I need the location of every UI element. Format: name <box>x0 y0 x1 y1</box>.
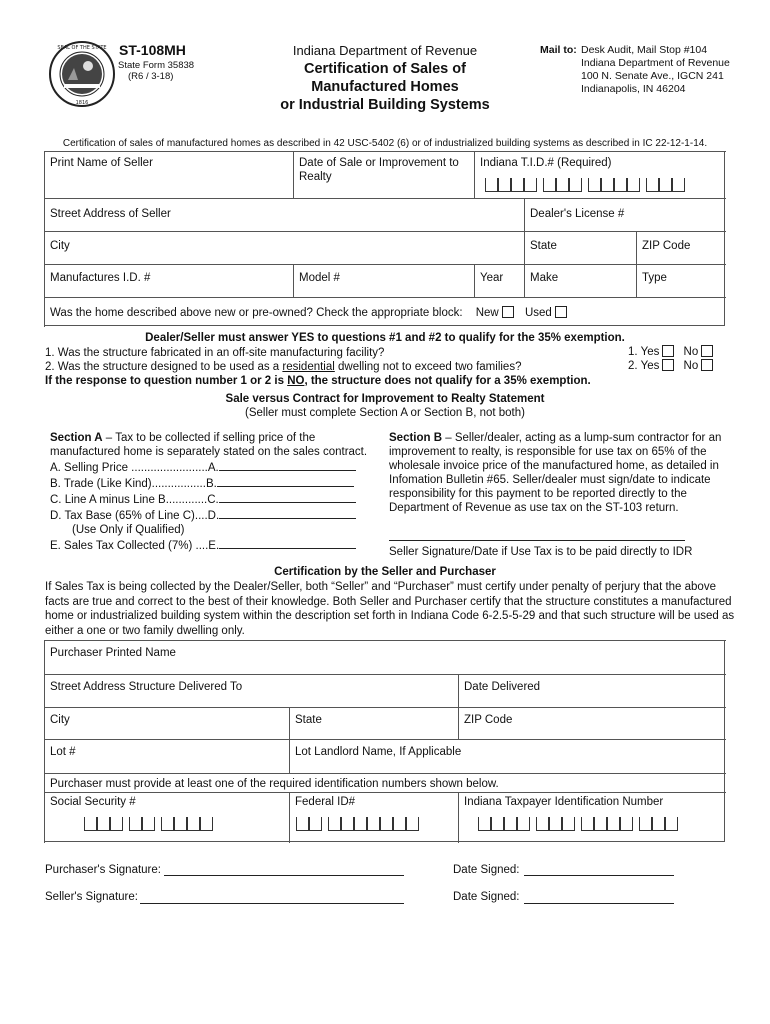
dealer-license-label: Dealer's License # <box>530 208 625 220</box>
seller-tid-label: Indiana T.I.D.# (Required) <box>480 157 612 169</box>
section-a-label: Section A <box>50 432 103 444</box>
mail-to-address <box>581 44 730 96</box>
date-of-sale-field[interactable] <box>293 151 474 198</box>
q2-yes-checkbox[interactable] <box>662 359 674 371</box>
new-preowned-row <box>44 297 726 327</box>
type-field[interactable] <box>636 264 726 297</box>
id-note: Purchaser must provide at least one of the required identification numbers shown below. <box>50 778 499 790</box>
purchaser-zip-label: ZIP Code <box>464 714 513 726</box>
exemption-warning: If the response to question number 1 or 2 is NO, the structure does not qualify for a 35% exemption. <box>45 375 591 387</box>
purchaser-name-label: Purchaser Printed Name <box>50 647 176 659</box>
title-line-3: or Industrial Building Systems <box>280 97 490 113</box>
type-label: Type <box>642 272 667 284</box>
svg-text:SEAL OF THE STATE: SEAL OF THE STATE <box>57 45 107 51</box>
delivery-street-label: Street Address Structure Delivered To <box>50 681 243 693</box>
new-checkbox[interactable] <box>502 306 514 318</box>
form-id: ST-108MH <box>119 42 186 58</box>
q2-answer <box>628 359 715 373</box>
seller-use-tax-signature-line[interactable] <box>389 539 685 541</box>
question-2: 2. Was the structure designed to be used as a residential dwelling not to exceed two families? <box>45 361 522 373</box>
landlord-field[interactable] <box>289 739 726 773</box>
form-title <box>260 60 510 114</box>
certification-text: If Sales Tax is being collected by the Dealer/Seller, both “Seller” and “Purchaser” must certify under penalty of perjury that the above facts are true and correct to the best of their knowledge. Both Seller and Purchaser certify that the structure constitutes a manufactured home or industrialized building system within the description set forth in Indiana Code 6-2.5-5-29 and that such structure will be used as either a one or two family dwelling only. <box>45 581 735 637</box>
purchaser-signature-label: Purchaser's Signature: <box>45 864 161 876</box>
itin-boxes[interactable] <box>478 817 678 831</box>
seller-name-label: Print Name of Seller <box>50 157 153 169</box>
landlord-label: Lot Landlord Name, If Applicable <box>295 746 462 758</box>
seller-city-label: City <box>50 240 70 252</box>
lot-label: Lot # <box>50 746 76 758</box>
form-revision: (R6 / 3-18) <box>128 71 174 82</box>
dealer-license-field[interactable] <box>524 198 726 231</box>
model-field[interactable] <box>293 264 474 297</box>
q1-yes-checkbox[interactable] <box>662 345 674 357</box>
indiana-state-seal <box>48 40 116 108</box>
date-delivered-field[interactable] <box>458 674 726 707</box>
line-c-field[interactable] <box>219 491 356 503</box>
mail-to-label: Mail to: <box>540 44 577 56</box>
used-checkbox[interactable] <box>555 306 567 318</box>
seller-street-field[interactable] <box>44 198 524 231</box>
mail-line-1: Desk Audit, Mail Stop #104 <box>581 44 708 56</box>
q1-no-label: No <box>683 346 699 359</box>
purchaser-date-line[interactable] <box>524 875 674 876</box>
questions-heading: Dealer/Seller must answer YES to questions #1 and #2 to qualify for the 35% exemption. <box>145 332 625 344</box>
manufactures-id-label: Manufactures I.D. # <box>50 272 151 284</box>
seller-name-field[interactable] <box>44 151 293 198</box>
lot-field[interactable] <box>44 739 289 773</box>
purchaser-signature-line[interactable] <box>164 875 404 876</box>
title-line-1: Certification of Sales of <box>304 61 466 77</box>
section-b: Section B – Seller/dealer, acting as a lump-sum contractor for an improvement to realty, is responsible for use tax on 65% of the wholesale invoice price of the manufactured home, as detailed in Infomation Bulletin #65. Seller/dealer must sign/date to indicate responsibility for this payment to be reported directly to the Department of Revenue as use tax on the ST-103 return. <box>389 432 722 514</box>
year-label: Year <box>480 272 504 284</box>
purchaser-zip-field[interactable] <box>458 707 726 739</box>
seller-date-label: Date Signed: <box>453 891 520 903</box>
question-1: 1. Was the structure fabricated in an off-site manufacturing facility? <box>45 347 385 359</box>
sale-vs-subheading: (Seller must complete Section A or Section B, not both) <box>245 407 525 419</box>
q1-no-checkbox[interactable] <box>701 345 713 357</box>
mail-line-3: 100 N. Senate Ave., IGCN 241 <box>581 70 724 82</box>
make-label: Make <box>530 272 559 284</box>
seller-state-label: State <box>530 240 557 252</box>
state-form-number: State Form 35838 <box>118 60 195 71</box>
mail-line-4: Indianapolis, IN 46204 <box>581 83 686 95</box>
seller-signature-label: Seller's Signature: <box>45 891 138 903</box>
purchaser-name-field[interactable] <box>44 640 726 674</box>
trade-field[interactable] <box>217 475 354 487</box>
manufactures-id-field[interactable] <box>44 264 293 297</box>
seller-street-label: Street Address of Seller <box>50 208 171 220</box>
section-b-label: Section B <box>389 432 443 444</box>
q1-answer <box>628 345 715 359</box>
sales-tax-field[interactable] <box>219 537 356 549</box>
model-label: Model # <box>299 272 340 284</box>
year-field[interactable] <box>474 264 524 297</box>
fein-boxes[interactable] <box>296 817 419 831</box>
ssn-label: Social Security # <box>50 796 136 808</box>
ssn-boxes[interactable] <box>84 817 213 831</box>
q2-no-checkbox[interactable] <box>701 359 713 371</box>
purchaser-city-label: City <box>50 714 70 726</box>
tax-base-field[interactable] <box>219 507 356 519</box>
sale-vs-heading: Sale versus Contract for Improvement to Realty Statement <box>225 393 545 405</box>
fein-label: Federal ID# <box>295 796 356 808</box>
purchaser-info-table <box>44 640 725 842</box>
seller-city-field[interactable] <box>44 231 524 264</box>
seller-state-field[interactable] <box>524 231 636 264</box>
title-line-2: Manufactured Homes <box>311 79 459 95</box>
seller-date-line[interactable] <box>524 903 674 904</box>
used-label: Used <box>524 307 552 320</box>
intro-text: Certification of sales of manufactured homes as described in 42 USC-5402 (6) or of industrialized building systems as described in IC 22-12-1-14. <box>62 138 708 149</box>
agency-name: Indiana Department of Revenue <box>292 43 478 58</box>
q1-yes-label: 1. Yes <box>628 346 660 359</box>
purchaser-state-field[interactable] <box>289 707 458 739</box>
certification-heading: Certification by the Seller and Purchaser <box>274 566 496 578</box>
new-label: New <box>475 307 499 320</box>
seller-signature-line[interactable] <box>140 903 404 904</box>
seller-zip-field[interactable] <box>636 231 726 264</box>
section-a: Section A – Tax to be collected if selling price of the manufactured home is separately stated on the sales contract. A. Selling Price ........................A. B. Trade (Like Kind).................B. C. Line A minus Line B.............C. D. Tax Base (65% of Line C)....D. (Use Only if Qualified) E. Sales Tax Collected (7%) ....E. <box>50 432 368 552</box>
purchaser-date-label: Date Signed: <box>453 864 520 876</box>
mail-line-2: Indiana Department of Revenue <box>581 57 730 69</box>
selling-price-field[interactable] <box>219 459 356 471</box>
purchaser-city-field[interactable] <box>44 707 289 739</box>
date-delivered-label: Date Delivered <box>464 681 541 693</box>
new-preowned-question: Was the home described above new or pre-owned? Check the appropriate block: <box>50 307 463 320</box>
svg-text:1816: 1816 <box>75 100 89 106</box>
delivery-street-field[interactable] <box>44 674 458 707</box>
seller-zip-label: ZIP Code <box>642 240 691 252</box>
date-of-sale-label: Date of Sale or Improvement to Realty <box>299 157 459 183</box>
seller-use-tax-signature-label: Seller Signature/Date if Use Tax is to be paid directly to IDR <box>389 546 693 558</box>
seller-tid-boxes[interactable] <box>485 178 685 192</box>
q2-no-label: No <box>683 360 699 373</box>
purchaser-state-label: State <box>295 714 322 726</box>
itin-label: Indiana Taxpayer Identification Number <box>464 796 664 808</box>
make-field[interactable] <box>524 264 636 297</box>
q2-yes-label: 2. Yes <box>628 360 660 373</box>
